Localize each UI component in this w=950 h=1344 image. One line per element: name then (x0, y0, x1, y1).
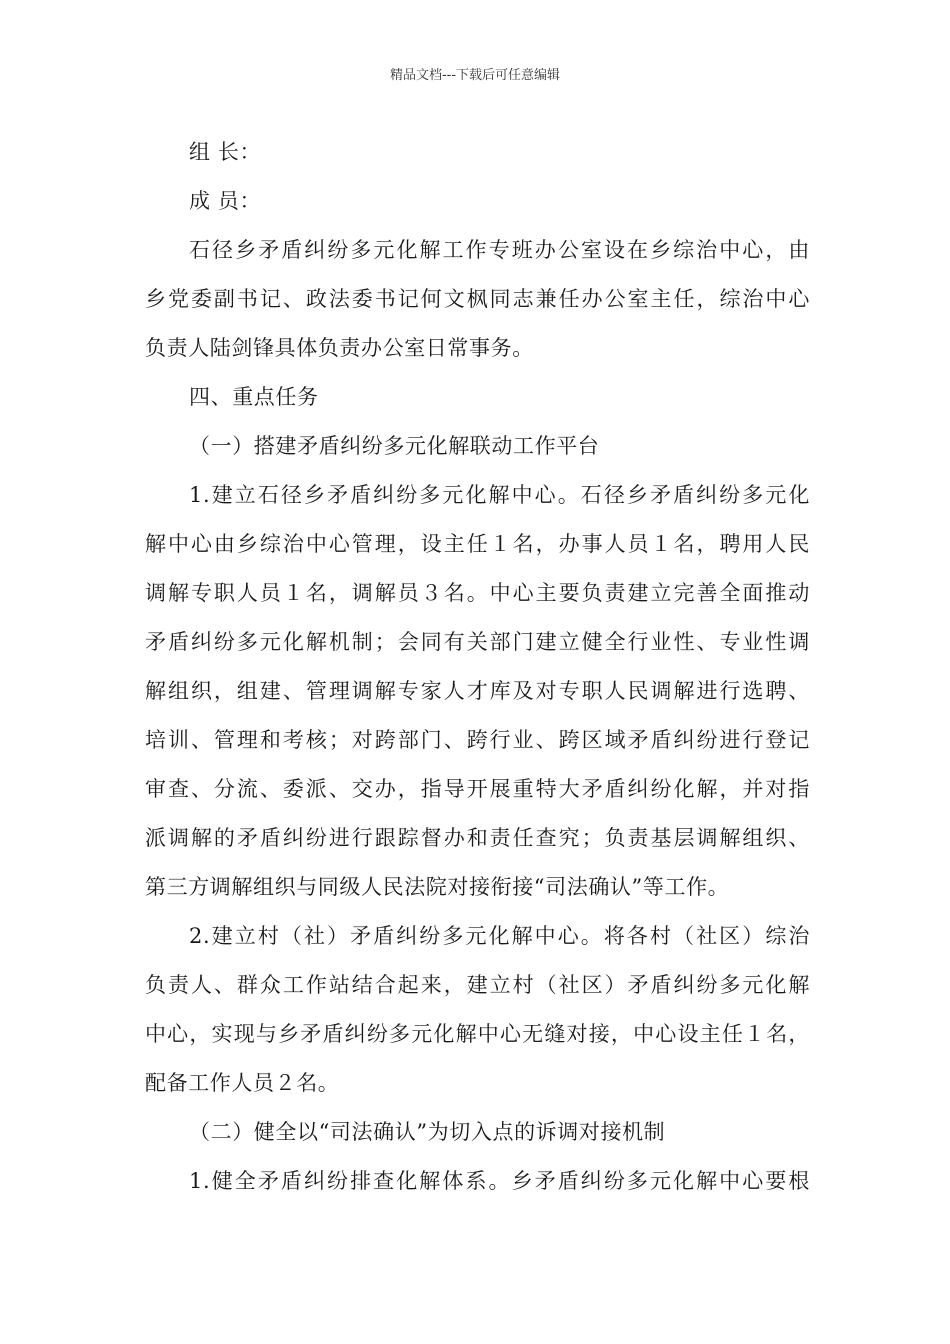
page-header: 精品文档---下载后可任意编辑 (389, 68, 561, 83)
paragraph-line: 乡党委副书记、政法委书记何文枫同志兼任办公室主任，综治中心 (145, 287, 810, 311)
section-heading: 四、重点任务 (189, 385, 319, 409)
paragraph-line: 配备工作人员２名。 (145, 1071, 340, 1095)
paragraph-line: 矛盾纠纷多元化解机制；会同有关部门建立健全行业性、专业性调 (145, 630, 810, 654)
paragraph-line: 调解专职人员１名，调解员３名。中心主要负责建立完善全面推动 (145, 581, 810, 605)
subsection-heading: （二）健全以“司法确认”为切入点的诉调对接机制 (189, 1120, 666, 1144)
document-body (145, 128, 810, 1206)
paragraph-line: 负责人、群众工作站结合起来，建立村（社区）矛盾纠纷多元化解 (145, 973, 810, 997)
paragraph-line: 2.建立村（社）矛盾纠纷多元化解中心。将各村（社区）综治 (189, 924, 810, 948)
paragraph-line: 解组织，组建、管理调解专家人才库及对专职人民调解进行选聘、 (145, 679, 810, 703)
paragraph-line: 派调解的矛盾纠纷进行跟踪督办和责任查究；负责基层调解组织、 (145, 826, 810, 850)
paragraph-line: 解中心由乡综治中心管理，设主任１名，办事人员１名，聘用人民 (145, 532, 810, 556)
paragraph-line: 审查、分流、委派、交办，指导开展重特大矛盾纠纷化解，并对指 (145, 777, 810, 801)
paragraph-line: 中心，实现与乡矛盾纠纷多元化解中心无缝对接，中心设主任１名， (145, 1022, 810, 1046)
paragraph-line: 石径乡矛盾纠纷多元化解工作专班办公室设在乡综治中心，由 (189, 238, 810, 262)
paragraph-line: 1.建立石径乡矛盾纠纷多元化解中心。石径乡矛盾纠纷多元化 (189, 483, 810, 507)
paragraph-line: 1.健全矛盾纠纷排查化解体系。乡矛盾纠纷多元化解中心要根 (189, 1169, 810, 1193)
subsection-heading: （一）搭建矛盾纠纷多元化解联动工作平台 (189, 434, 600, 458)
paragraph-line: 负责人陆剑锋具体负责办公室日常事务。 (145, 336, 534, 360)
team-leader-line: 组 长： (189, 140, 262, 164)
members-line: 成 员： (189, 189, 262, 213)
paragraph-line: 第三方调解组织与同级人民法院对接衔接“司法确认”等工作。 (145, 875, 730, 899)
paragraph-line: 培训、管理和考核；对跨部门、跨行业、跨区域矛盾纠纷进行登记 (145, 728, 810, 752)
